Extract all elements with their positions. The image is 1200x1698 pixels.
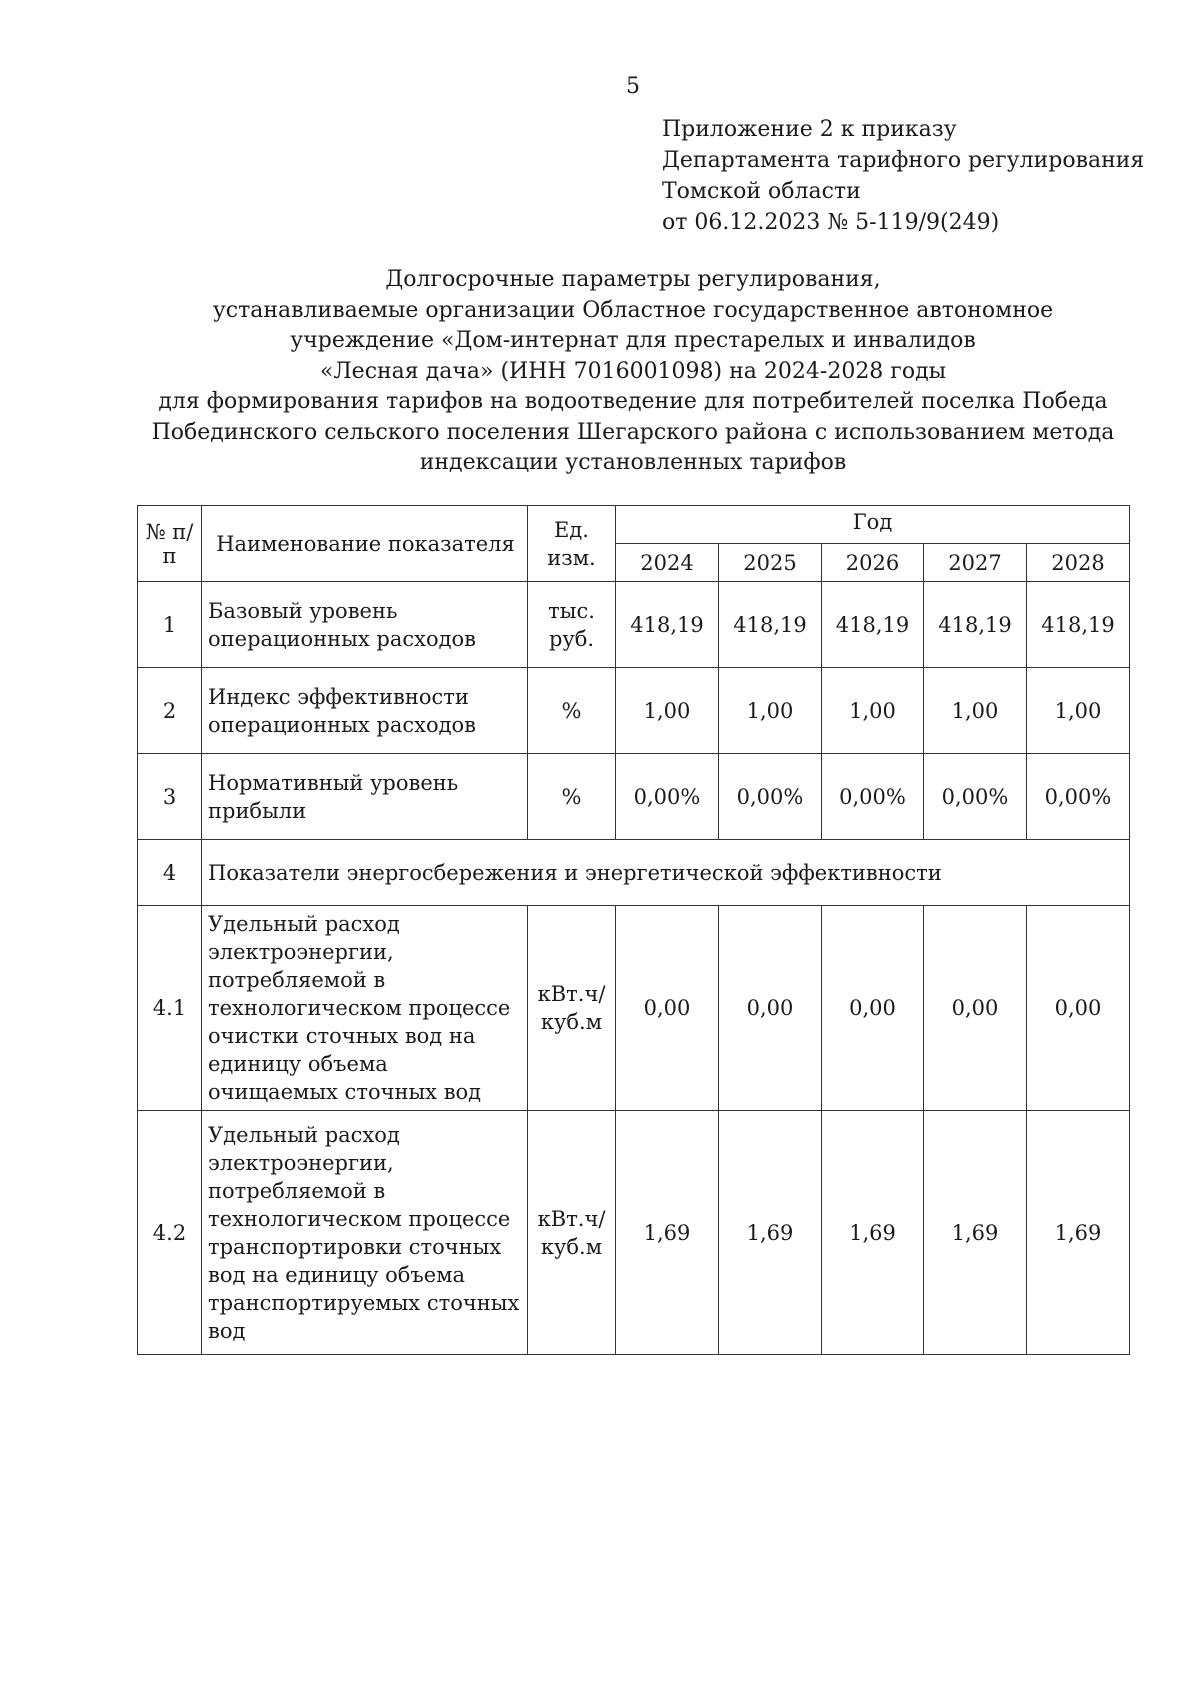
row-value: 0,00	[822, 906, 924, 1111]
header-year-group: Год	[616, 506, 1130, 544]
row-value: 418,19	[1027, 582, 1130, 668]
row-num: 3	[138, 754, 202, 840]
row-unit: %	[528, 754, 616, 840]
table-section-row	[138, 840, 1130, 906]
appendix-line: Томской области	[662, 179, 861, 204]
row-value: 1,00	[616, 668, 719, 754]
row-name: Индекс эффективности операционных расходов	[202, 668, 528, 754]
row-value: 418,19	[719, 582, 822, 668]
parameters-table	[137, 505, 1130, 1355]
document-title	[100, 265, 1166, 479]
header-year: 2025	[719, 544, 822, 582]
header-unit: Ед. изм.	[528, 506, 616, 582]
row-num: 1	[138, 582, 202, 668]
row-value: 0,00	[719, 906, 822, 1111]
table-row	[138, 668, 1130, 754]
row-num: 4.2	[138, 1111, 202, 1355]
header-year: 2026	[822, 544, 924, 582]
appendix-line: от 06.12.2023 № 5-119/9(249)	[662, 210, 1000, 235]
table-row	[138, 906, 1130, 1111]
page-number: 5	[626, 74, 640, 99]
row-value: 0,00	[924, 906, 1027, 1111]
header-year: 2024	[616, 544, 719, 582]
row-name: Базовый уровень операционных расходов	[202, 582, 528, 668]
row-value: 1,00	[719, 668, 822, 754]
title-line: устанавливаемые организации Областное государственное автономное	[212, 297, 1054, 323]
row-value: 0,00%	[719, 754, 822, 840]
appendix-line: Приложение 2 к приказу	[662, 117, 957, 142]
row-value: 1,69	[924, 1111, 1027, 1355]
row-unit: кВт.ч/ куб.м	[528, 1111, 616, 1355]
table-row	[138, 582, 1130, 668]
row-value: 1,69	[616, 1111, 719, 1355]
row-num: 4	[138, 840, 202, 906]
section-title: Показатели энергосбережения и энергетической эффективности	[202, 840, 1130, 906]
row-value: 0,00%	[822, 754, 924, 840]
row-value: 418,19	[924, 582, 1027, 668]
row-value: 1,69	[822, 1111, 924, 1355]
row-name: Удельный расход электроэнергии, потребляемой в технологическом процессе очистки сточных вод на единицу объема очищаемых сточных вод	[202, 906, 528, 1111]
table-row	[138, 1111, 1130, 1355]
header-num: № п/п	[138, 506, 202, 582]
row-value: 1,00	[1027, 668, 1130, 754]
row-num: 2	[138, 668, 202, 754]
row-value: 0,00	[616, 906, 719, 1111]
table-header-row	[138, 506, 1130, 544]
row-value: 1,69	[719, 1111, 822, 1355]
row-value: 0,00%	[924, 754, 1027, 840]
header-year: 2028	[1027, 544, 1130, 582]
row-unit: %	[528, 668, 616, 754]
row-value: 1,69	[1027, 1111, 1130, 1355]
title-line: Побединского сельского поселения Шегарского района с использованием метода	[151, 419, 1115, 445]
row-value: 0,00%	[1027, 754, 1130, 840]
row-unit: кВт.ч/ куб.м	[528, 906, 616, 1111]
title-line: индексации установленных тарифов	[419, 450, 847, 475]
row-name: Нормативный уровень прибыли	[202, 754, 528, 840]
row-value: 0,00	[1027, 906, 1130, 1111]
row-num: 4.1	[138, 906, 202, 1111]
appendix-reference	[662, 114, 1144, 238]
row-unit: тыс. руб.	[528, 582, 616, 668]
title-line: «Лесная дача» (ИНН 7016001098) на 2024-2028 годы	[319, 358, 947, 384]
row-value: 1,00	[924, 668, 1027, 754]
row-value: 0,00%	[616, 754, 719, 840]
row-value: 1,00	[822, 668, 924, 754]
table-row	[138, 754, 1130, 840]
title-line: учреждение «Дом-интернат для престарелых и инвалидов	[290, 328, 976, 353]
title-line: для формирования тарифов на водоотведение для потребителей поселка Победа	[158, 389, 1108, 414]
header-name: Наименование показателя	[202, 506, 528, 582]
row-value: 418,19	[616, 582, 719, 668]
title-line: Долгосрочные параметры регулирования,	[385, 267, 881, 292]
row-value: 418,19	[822, 582, 924, 668]
header-year: 2027	[924, 544, 1027, 582]
appendix-line: Департамента тарифного регулирования	[662, 148, 1145, 173]
row-name: Удельный расход электроэнергии, потребляемой в технологическом процессе транспортировки сточных вод на единицу объема транспортируемых сточных вод	[202, 1111, 528, 1355]
